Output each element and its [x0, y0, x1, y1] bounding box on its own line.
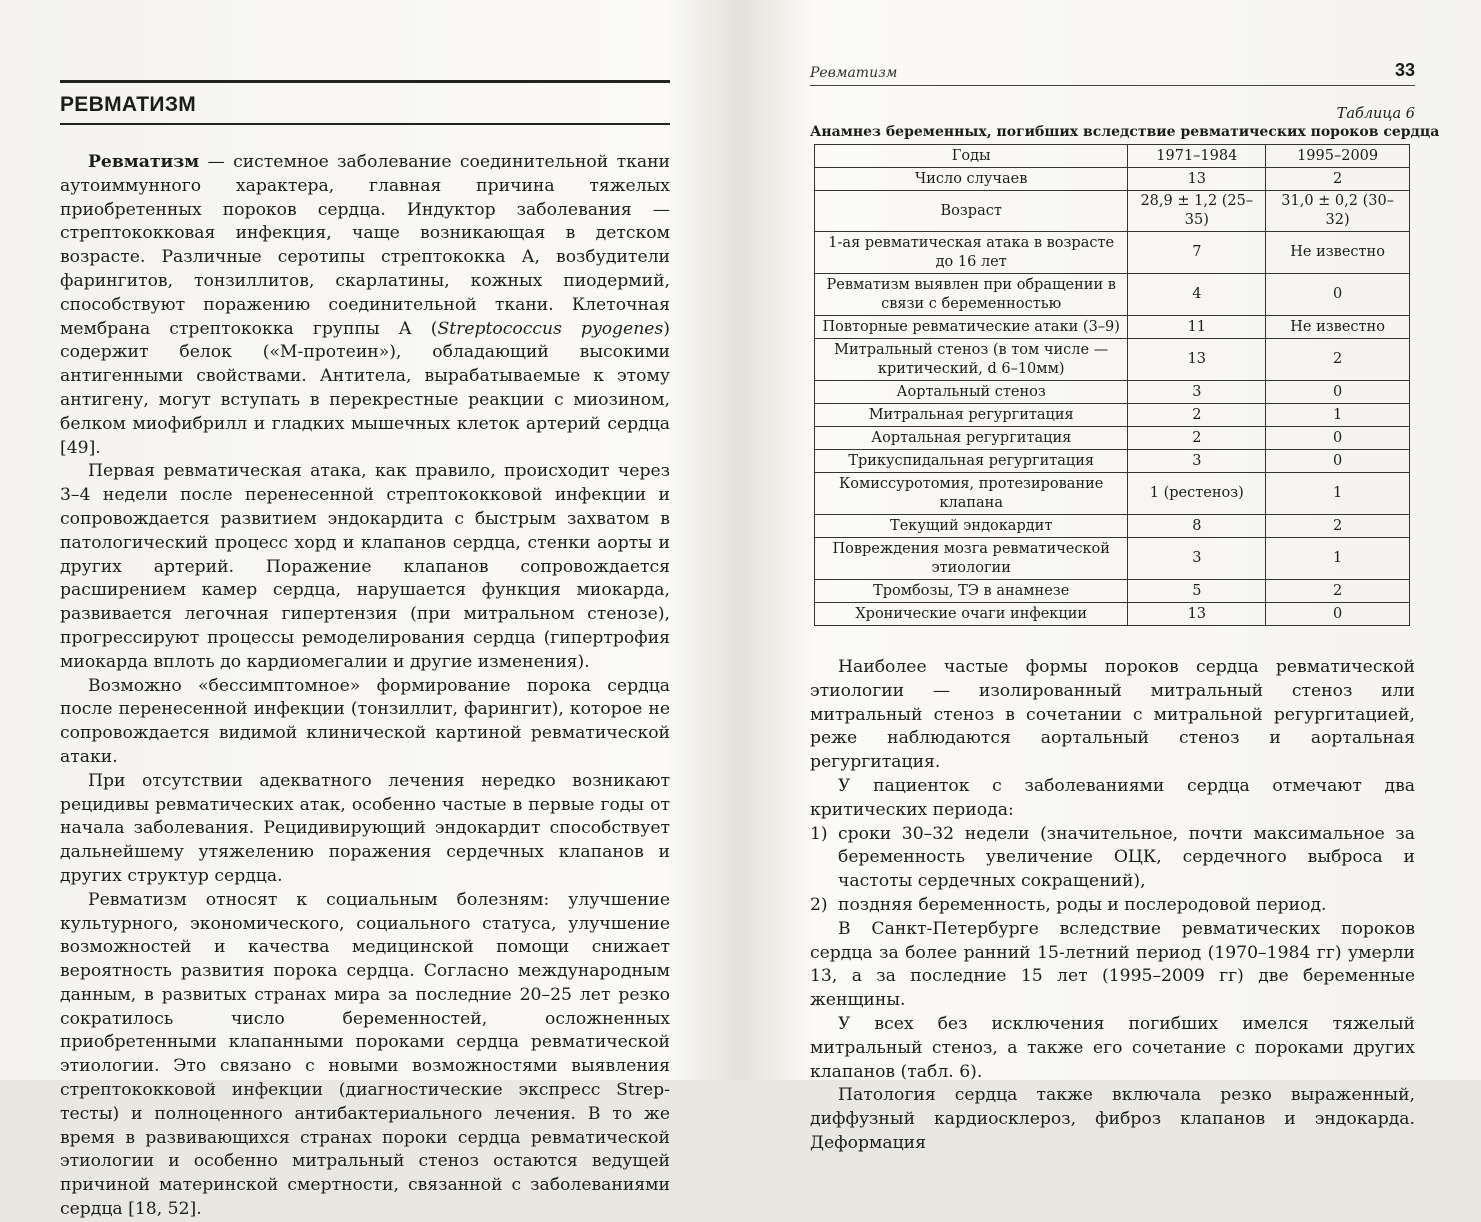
- table-cell: 28,9 ± 1,2 (25–35): [1128, 191, 1266, 232]
- table-cell: Комиссуротомия, протезирование клапана: [815, 473, 1128, 515]
- table-label: Таблица 6: [1336, 106, 1415, 122]
- table-cell: Не известно: [1266, 316, 1410, 339]
- running-title: Ревматизм: [810, 65, 898, 81]
- term-rheumatism: Ревматизм: [88, 152, 200, 172]
- right-body: [810, 656, 1415, 1156]
- left-body: [60, 125, 670, 1222]
- paragraph: В Санкт-Петербурге вследствие ревматических пороков сердца за более ранний 15-летний период (1970–1984 гг) умерли 13, а за последние 15 лет (1995–2009 гг) две беременные женщины.: [810, 918, 1415, 1011]
- table-cell: Возраст: [815, 191, 1128, 232]
- table-cell: 2: [1266, 515, 1410, 538]
- table-cell: Аортальная регургитация: [815, 427, 1128, 450]
- table-cell: 1: [1266, 538, 1410, 580]
- table-cell: 0: [1266, 450, 1410, 473]
- paragraph: У всех без исключения погибших имелся тяжелый митральный стеноз, а также его сочетание с пороками других клапанов (табл. 6).: [810, 1013, 1415, 1082]
- list-text: сроки 30–32 недели (значительное, почти максимальное за беременность увеличение ОЦК, сердечного выброса и частоты сердечных сокращений),: [838, 823, 1415, 892]
- paragraph: [60, 151, 670, 460]
- list-text: поздняя беременность, роды и послеродовой период.: [838, 894, 1327, 915]
- table-row: [815, 191, 1410, 232]
- table-row: [815, 515, 1410, 538]
- table-caption: Анамнез беременных, погибших вследствие ревматических пороков сердца: [810, 124, 1440, 140]
- right-page: [810, 60, 1440, 1153]
- table-cell: 0: [1266, 274, 1410, 316]
- table-cell: 8: [1128, 515, 1266, 538]
- table-cell: 3: [1128, 538, 1266, 580]
- table-row: [815, 450, 1410, 473]
- table-cell: 1-ая ревматическая атака в возрасте до 16 лет: [815, 232, 1128, 274]
- table-cell: 1 (рестеноз): [1128, 473, 1266, 515]
- table-cell: 3: [1128, 450, 1266, 473]
- table-cell: 5: [1128, 580, 1266, 603]
- table-cell: Хронические очаги инфекции: [815, 603, 1128, 626]
- table-row: [815, 580, 1410, 603]
- table-cell: 13: [1128, 339, 1266, 381]
- table-cell: 31,0 ± 0,2 (30–32): [1266, 191, 1410, 232]
- page-number: 33: [1394, 60, 1415, 80]
- list-item: [810, 894, 1415, 918]
- table-cell: 0: [1266, 603, 1410, 626]
- table-cell: 2: [1128, 427, 1266, 450]
- table-header-row: [815, 145, 1410, 168]
- chapter-title: РЕВМАТИЗМ: [60, 93, 197, 116]
- table-cell: 11: [1128, 316, 1266, 339]
- table-cell: 2: [1266, 339, 1410, 381]
- table-cell: 2: [1266, 580, 1410, 603]
- table-row: [815, 427, 1410, 450]
- anamnesis-table: [814, 144, 1410, 626]
- table-cell: Ревматизм выявлен при обращении в связи с беременностью: [815, 274, 1128, 316]
- table-row: [815, 168, 1410, 191]
- paragraph: Первая ревматическая атака, как правило, происходит через 3–4 недели после перенесенной стрептококковой инфекции и сопровождается развитием эндокардита с быстрым захватом в патологический процесс хорд и клапанов сердца, стенки аорты и других артерий. Поражение клапанов сопровождается расширением камер сердца, нарушается функция миокарда, развивается легочная гипертензия (при митральном стенозе), прогрессируют процессы ремоделирования сердца (гипертрофия миокарда вплоть до кардиомегалии и другие изменения).: [60, 461, 670, 672]
- table-cell: 3: [1128, 381, 1266, 404]
- table-cell: Повторные ревматические атаки (3–9): [815, 316, 1128, 339]
- table-cell: Число случаев: [815, 168, 1128, 191]
- table-cell: Митральный стеноз (в том числе — критический, d 6–10мм): [815, 339, 1128, 381]
- table-cell: Митральная регургитация: [815, 404, 1128, 427]
- table-row: [815, 316, 1410, 339]
- paragraph: Патология сердца также включала резко выраженный, диффузный кардиосклероз, фиброз клапанов и эндокарда. Деформация: [810, 1085, 1415, 1153]
- list-number: 2): [810, 894, 828, 915]
- left-page: [60, 80, 671, 1220]
- table-row: [815, 339, 1410, 381]
- table-cell: 2: [1266, 168, 1410, 191]
- table-cell: Повреждения мозга ревматической этиологии: [815, 538, 1128, 580]
- header-cell: Годы: [815, 145, 1128, 168]
- table-row: [815, 274, 1410, 316]
- table-row: [815, 381, 1410, 404]
- paragraph-text: ) содержит белок («М-протеин»), обладающий высокими антигенными свойствами. Антитела, вырабатываемые к этому антигену, могут вступать в перекрестные реакции с миозином, белком миофибрилл и гладких мышечных клеток артерий сердца [49].: [60, 318, 671, 458]
- table-cell: Трикуспидальная регургитация: [815, 450, 1128, 473]
- table-cell: Текущий эндокардит: [815, 515, 1128, 538]
- table-cell: Аортальный стеноз: [815, 381, 1128, 404]
- latin-name: Streptococcus pyogenes: [437, 318, 664, 339]
- list-item: [810, 823, 1415, 894]
- list-number: 1): [810, 823, 828, 844]
- table-cell: 4: [1128, 274, 1266, 316]
- table-cell: Не известно: [1266, 232, 1410, 274]
- table-row: [815, 473, 1410, 515]
- table-row: [815, 232, 1410, 274]
- table-cell: 13: [1128, 168, 1266, 191]
- paragraph: При отсутствии адекватного лечения нередко возникают рецидивы ревматических атак, особенно частые в первые годы от начала заболевания. Рецидивирующий эндокардит способствует дальнейшему утяжелению поражения сердечных клапанов и других структур сердца.: [60, 770, 670, 886]
- table-cell: 2: [1128, 404, 1266, 427]
- table-row: [815, 603, 1410, 626]
- table-cell: 0: [1266, 427, 1410, 450]
- table-cell: 13: [1128, 603, 1266, 626]
- table-row: [815, 404, 1410, 427]
- table-cell: 1: [1266, 404, 1410, 427]
- paragraph: Возможно «бессимптомное» формирование порока сердца после перенесенной инфекции (тонзиллит, фарингит), которое не сопровождается видимой клинической картиной ревматической атаки.: [60, 675, 670, 767]
- paragraph-text: — системное заболевание соединительной ткани аутоиммунного характера, главная причина тяжелых приобретенных пороков сердца. Индуктор заболевания — стрептококковая инфекция, чаще возникающая в детском возрасте. Различные серотипы стрептококка А, возбудители фарингитов, тонзиллитов, скарлатины, кожных пиодермий, способствуют поражению соединительной ткани. Клеточная мембрана стрептококка группы А (: [60, 152, 670, 339]
- table-row: [815, 538, 1410, 580]
- table-cell: 0: [1266, 381, 1410, 404]
- paragraph: Ревматизм относят к социальным болезням: улучшение культурного, экономического, социального статуса, улучшение возможностей и качества медицинской помощи снижает вероятность развития порока сердца. Согласно международным данным, в развитых странах мира за последние 20–25 лет резко сократилось число беременностей, осложненных приобретенными клапанными пороками сердца ревматической этиологии. Это связано с новыми возможностями выявления стрептококковой инфекции (диагностические экспресс Strep-тесты) и полноценного антибактериального лечения. В то же время в развивающихся странах пороки сердца ревматической этиологии и особенно митральный стеноз остаются ведущей причиной материнской смертности, связанной с заболеваниями сердца [18, 52].: [60, 889, 670, 1220]
- header-cell: 1971–1984: [1128, 145, 1266, 168]
- table-cell: Тромбозы, ТЭ в анамнезе: [815, 580, 1128, 603]
- table-cell: 7: [1128, 232, 1266, 274]
- paragraph: У пациенток с заболеваниями сердца отмечают два критических периода:: [810, 775, 1415, 820]
- table-cell: 1: [1266, 473, 1410, 515]
- paragraph: Наиболее частые формы пороков сердца ревматической этиологии — изолированный митральный стеноз или митральный стеноз в сочетании с митральной регургитацией, реже наблюдаются аортальный стеноз и аортальная регургитация.: [810, 657, 1415, 773]
- header-cell: 1995–2009: [1266, 145, 1410, 168]
- running-head: [810, 60, 1415, 86]
